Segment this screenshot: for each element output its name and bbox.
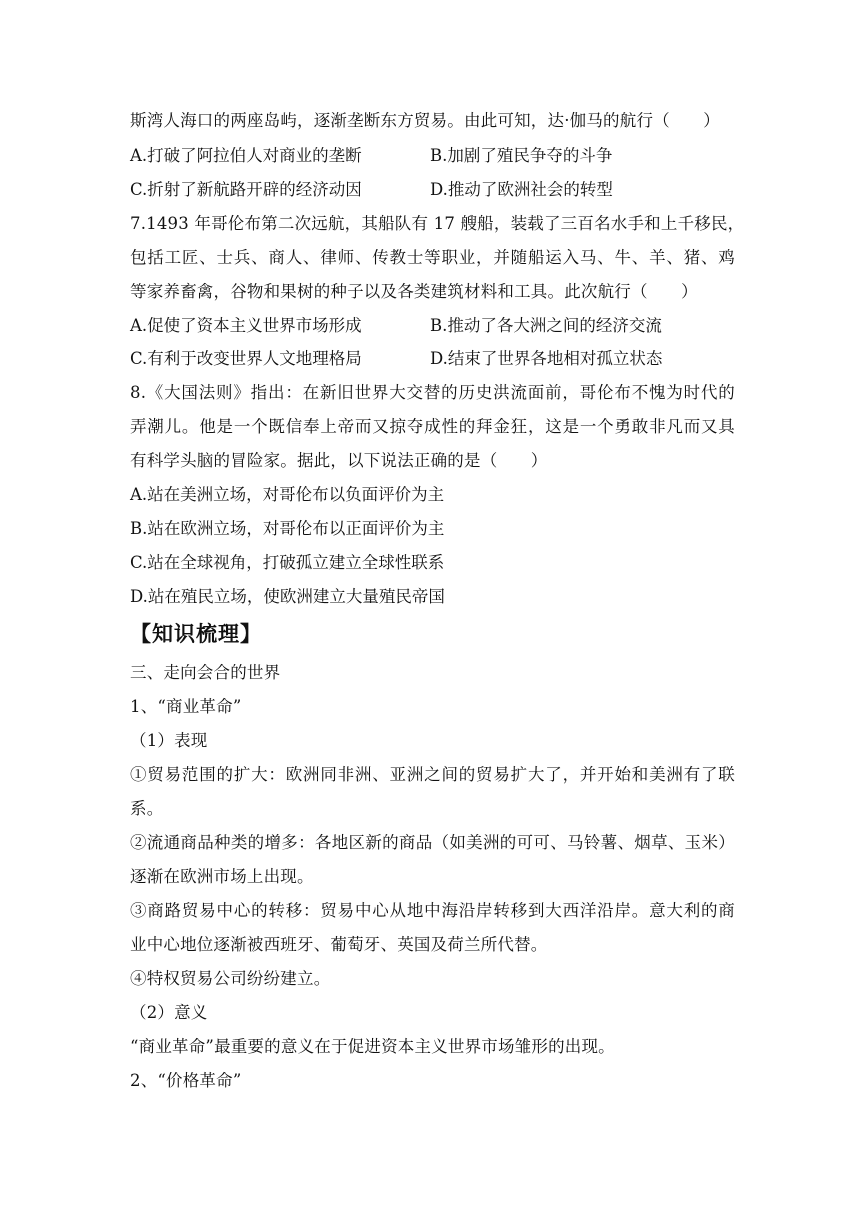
q7-option-c: C.有利于改变世界人文地理格局	[130, 349, 362, 368]
q6-option-d: D.推动了欧洲社会的转型	[430, 180, 613, 199]
significance-text: “商业革命”最重要的意义在于促进资本主义世界市场雏形的出现。	[130, 1037, 615, 1056]
q8-option-d: D.站在殖民立场，使欧洲建立大量殖民帝国	[130, 587, 445, 606]
q6-stem-line: 斯湾人海口的两座岛屿，逐渐垄断东方贸易。由此可知，达·伽马的航行（ ）	[130, 111, 720, 130]
section-title: 三、走向会合的世界	[130, 663, 281, 682]
q6-option-b: B.加剧了殖民争夺的斗争	[430, 146, 613, 165]
section-heading: 【知识梳理】	[130, 621, 262, 646]
q6-option-c: C.折射了新航路开辟的经济动因	[130, 180, 362, 199]
q7-stem-line-1: 7.1493 年哥伦布第二次远航，其船队有 17 艘船，装载了三百名水手和上千移民，	[130, 214, 745, 233]
point-2-line-1: ②流通商品种类的增多：各地区新的商品（如美洲的可可、马铃薯、烟草、玉米）	[130, 833, 735, 852]
q8-option-c: C.站在全球视角，打破孤立建立全球性联系	[130, 553, 445, 572]
q8-stem-line-3: 有科学头脑的冒险家。据此，以下说法正确的是（ ）	[130, 451, 548, 470]
q7-option-b: B.推动了各大洲之间的经济交流	[430, 316, 662, 335]
item-1-title: 1、“商业革命”	[130, 697, 242, 716]
item-1-sub-2: （2）意义	[130, 1003, 208, 1022]
q8-stem-line-2: 弄潮儿。他是一个既信奉上帝而又掠夺成性的拜金狂，这是一个勇敢非凡而又具	[130, 417, 735, 436]
q7-option-d: D.结束了世界各地相对孤立状态	[430, 349, 663, 368]
q7-stem-line-3: 等家养畜禽，谷物和果树的种子以及各类建筑材料和工具。此次航行（ ）	[130, 282, 698, 301]
item-2-title: 2、“价格革命”	[130, 1071, 242, 1090]
point-1-line-2: 系。	[130, 799, 164, 818]
point-1-line-1: ①贸易范围的扩大：欧洲同非洲、亚洲之间的贸易扩大了，并开始和美洲有了联	[130, 765, 735, 784]
q8-option-b: B.站在欧洲立场，对哥伦布以正面评价为主	[130, 519, 445, 538]
q6-option-a: A.打破了阿拉伯人对商业的垄断	[130, 146, 362, 165]
q7-stem-line-2: 包括工匠、士兵、商人、律师、传教士等职业，并随船运入马、牛、羊、猪、鸡	[130, 248, 735, 267]
q8-stem-line-1: 8.《大国法则》指出：在新旧世界大交替的历史洪流面前，哥伦布不愧为时代的	[130, 383, 735, 402]
item-1-sub-1: （1）表现	[130, 731, 208, 750]
point-2-line-2: 逐渐在欧洲市场上出现。	[130, 867, 314, 886]
q8-option-a: A.站在美洲立场，对哥伦布以负面评价为主	[130, 485, 445, 504]
point-3-line-1: ③商路贸易中心的转移：贸易中心从地中海沿岸转移到大西洋沿岸。意大利的商	[130, 901, 735, 920]
point-3-line-2: 业中心地位逐渐被西班牙、葡萄牙、英国及荷兰所代替。	[130, 935, 548, 954]
point-4: ④特权贸易公司纷纷建立。	[130, 969, 331, 988]
q7-option-a: A.促使了资本主义世界市场形成	[130, 316, 362, 335]
